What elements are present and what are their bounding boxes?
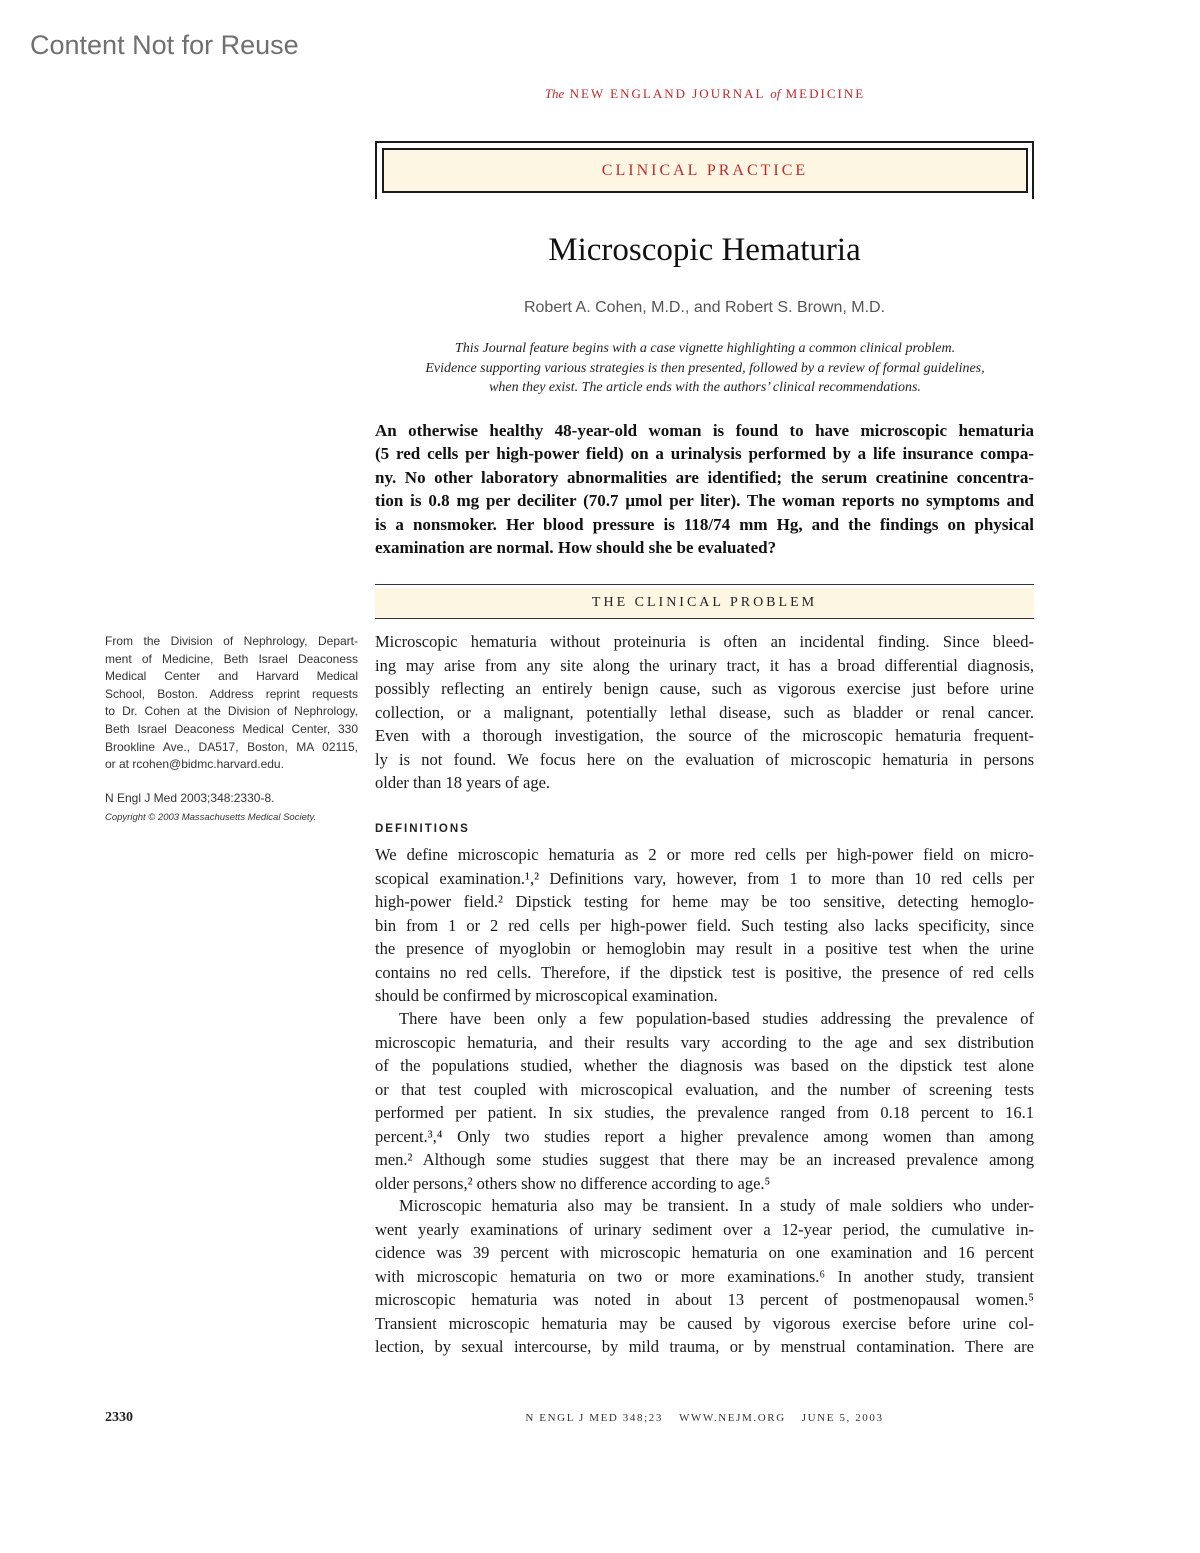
vignette-line: tion is 0.8 mg per deciliter (70.7 μmol per liter). The woman reports no symptoms and bbox=[375, 491, 1034, 511]
body-line: older than 18 years of age. bbox=[375, 773, 551, 792]
body-line: ly is not found. We focus here on the evaluation of microscopic hematuria in persons bbox=[375, 749, 1034, 769]
feature-note bbox=[385, 339, 1025, 398]
body-line: Microscopic hematuria without proteinuria is often an incidental finding. Since bleed- bbox=[375, 632, 1034, 651]
vignette-line: examination are normal. How should she be evaluated? bbox=[375, 538, 777, 558]
body-line: collection, or a malignant, potentially lethal disease, such as bladder or renal cancer. bbox=[375, 702, 1034, 722]
feature-note-line: when they exist. The article ends with the authors’ clinical recommendations. bbox=[489, 380, 921, 396]
affiliation-line: ment of Medicine, Beth Israel Deaconess bbox=[105, 651, 358, 666]
journal-header-of: of bbox=[770, 86, 781, 101]
body-line: cidence was 39 percent with microscopic hematuria on one examination and 16 percent bbox=[375, 1243, 1034, 1262]
body-line: possibly reflecting an entirely benign cause, such as vigorous exercise just before urine bbox=[375, 679, 1034, 698]
copyright: Copyright © 2003 Massachusetts Medical Society. bbox=[105, 812, 317, 823]
vignette-line: (5 red cells per high-power field) on a urinalysis performed by a life insurance compa- bbox=[375, 444, 1034, 464]
journal-header bbox=[380, 86, 1030, 102]
body-paragraph bbox=[375, 1194, 1034, 1359]
authors: Robert A. Cohen, M.D., and Robert S. Brown, M.D. bbox=[523, 299, 886, 316]
affiliation-line: or at rcohen@bidmc.harvard.edu. bbox=[105, 757, 284, 772]
footer-date: JUNE 5, 2003 bbox=[801, 1412, 884, 1424]
body-line: should be confirmed by microscopical examination. bbox=[375, 986, 718, 1005]
author-affiliation bbox=[105, 633, 358, 774]
body-paragraph bbox=[375, 843, 1034, 1008]
body-line: percent.³,⁴ Only two studies report a higher prevalence among women than among bbox=[375, 1126, 1034, 1146]
body-line: high-power field.² Dipstick testing for heme may be too sensitive, detecting hemoglo- bbox=[375, 892, 1034, 911]
vignette-line: is a nonsmoker. Her blood pressure is 118/74 mm Hg, and the findings on physical bbox=[375, 514, 1034, 534]
definitions-heading: DEFINITIONS bbox=[375, 823, 470, 835]
body-line: Even with a thorough investigation, the source of the microscopic hematuria frequent- bbox=[375, 726, 1034, 745]
body-line: bin from 1 or 2 red cells per high-power field. Such testing also lacks specificity, since bbox=[375, 915, 1034, 935]
journal-header-name: NEW ENGLAND JOURNAL bbox=[569, 86, 765, 101]
body-line: We define microscopic hematuria as 2 or more red cells per high-power field on micro- bbox=[375, 845, 1034, 864]
affiliation-line: to Dr. Cohen at the Division of Nephrology, bbox=[105, 704, 358, 719]
section-label: CLINICAL PRACTICE bbox=[601, 161, 809, 179]
affiliation-line: From the Division of Nephrology, Depart- bbox=[105, 634, 358, 648]
footer-reference bbox=[375, 1412, 1034, 1424]
page-number: 2330 bbox=[105, 1410, 133, 1425]
body-line: contains no red cells. Therefore, if the dipstick test is positive, the presence of red cells bbox=[375, 962, 1034, 982]
affiliation-line: Brookline Ave., DA517, Boston, MA 02115, bbox=[105, 739, 358, 754]
body-line: There have been only a few population-based studies addressing the prevalence of bbox=[399, 1009, 1034, 1028]
body-line: or that test coupled with microscopical evaluation, and the number of screening tests bbox=[375, 1079, 1034, 1099]
citation: N Engl J Med 2003;348:2330-8. bbox=[105, 791, 275, 805]
vignette-line: An otherwise healthy 48-year-old woman is found to have microscopic hematuria bbox=[375, 421, 1034, 440]
body-line: older persons,² others show no difference according to age.⁵ bbox=[375, 1173, 771, 1193]
body-line: microscopic hematuria, and their results vary according to the age and sex distribution bbox=[375, 1032, 1034, 1052]
body-line: microscopic hematuria was noted in about 13 percent of postmenopausal women.⁵ bbox=[375, 1290, 1034, 1309]
body-line: with microscopic hematuria on two or more examinations.⁶ In another study, transient bbox=[375, 1266, 1034, 1286]
footer-website: WWW.NEJM.ORG bbox=[678, 1412, 786, 1424]
clinical-problem-heading: THE CLINICAL PROBLEM bbox=[591, 595, 818, 610]
affiliation-line: Beth Israel Deaconess Medical Center, 330 bbox=[105, 721, 358, 736]
section-frame bbox=[382, 148, 1028, 193]
feature-note-line: This Journal feature begins with a case vignette highlighting a common clinical problem. bbox=[454, 341, 956, 356]
body-line: men.² Although some studies suggest that there may be an increased prevalence among bbox=[375, 1150, 1034, 1169]
section-rule bbox=[375, 584, 1034, 585]
body-line: lection, by sexual intercourse, by mild trauma, or by menstrual contamination. There are bbox=[375, 1337, 1034, 1356]
clinical-problem-band bbox=[375, 588, 1034, 619]
body-line: performed per patient. In six studies, the prevalence ranged from 0.18 percent to 16.1 bbox=[375, 1103, 1034, 1122]
article-title: Microscopic Hematuria bbox=[548, 232, 861, 268]
journal-header-the: The bbox=[544, 86, 565, 101]
feature-note-line: Evidence supporting various strategies is then presented, followed by a review of formal guidelines, bbox=[425, 360, 985, 376]
journal-header-medicine: MEDICINE bbox=[785, 86, 866, 101]
body-line: ing may arise from any site along the urinary tract, it has a broad differential diagnosis, bbox=[375, 655, 1034, 675]
body-line: went yearly examinations of urinary sediment over a 12-year period, the cumulative in- bbox=[375, 1219, 1034, 1239]
body-line: the presence of myoglobin or hemoglobin may result in a positive test when the urine bbox=[375, 939, 1034, 958]
body-line: of the populations studied, whether the diagnosis was based on the dipstick test alone bbox=[375, 1056, 1034, 1075]
vignette-line: ny. No other laboratory abnormalities are identified; the serum creatinine concentra- bbox=[375, 467, 1034, 487]
body-line: scopical examination.¹,² Definitions vary, however, from 1 to more than 10 red cells per bbox=[375, 868, 1034, 888]
watermark: Content Not for Reuse bbox=[30, 30, 299, 60]
footer-journal-ref: N ENGL J MED 348;23 bbox=[525, 1412, 663, 1424]
body-paragraph bbox=[375, 630, 1034, 795]
case-vignette bbox=[375, 419, 1034, 559]
affiliation-line: School, Boston. Address reprint requests bbox=[105, 686, 358, 701]
body-paragraph bbox=[375, 1007, 1034, 1195]
body-line: Microscopic hematuria also may be transient. In a study of male soldiers who under- bbox=[399, 1196, 1034, 1215]
body-line: Transient microscopic hematuria may be caused by vigorous exercise before urine col- bbox=[375, 1313, 1034, 1333]
affiliation-line: Medical Center and Harvard Medical bbox=[105, 669, 358, 684]
